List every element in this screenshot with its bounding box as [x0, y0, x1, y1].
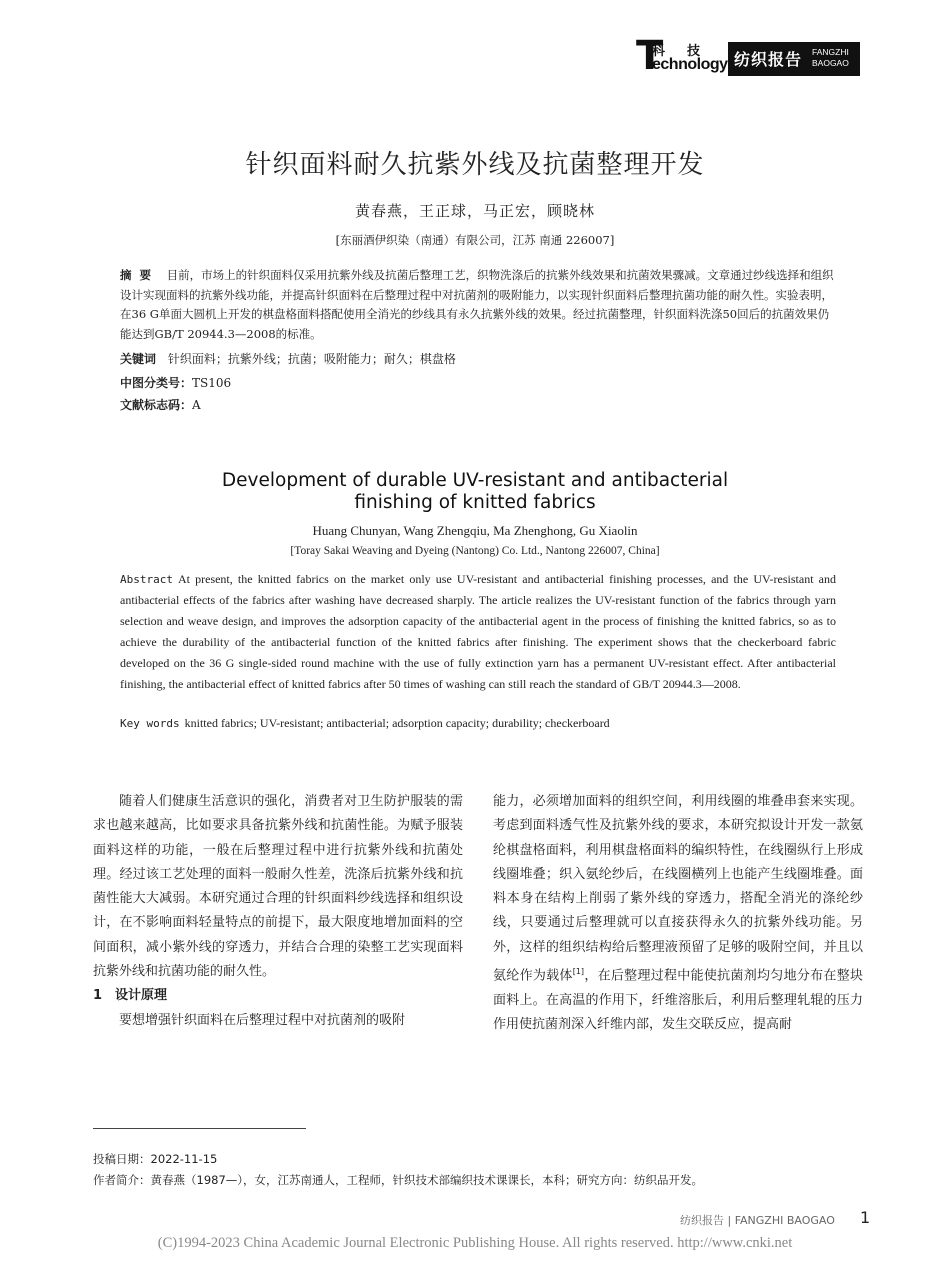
- affiliation: [东丽酒伊织染（南通）有限公司，江苏 南通 226007]: [335, 233, 615, 247]
- copyright-notice: (C)1994-2023 China Academic Journal Electronic Publishing House. All rights reserved. http://www.cnki.net: [157, 1235, 793, 1251]
- clc-number: [120, 374, 231, 391]
- clc-value: TS106: [192, 376, 232, 390]
- received-label: 投稿日期：: [93, 1152, 151, 1166]
- received-date: [93, 1151, 217, 1167]
- body-paragraph: 要想增强针织面料在后整理过程中对抗菌剂的吸附: [119, 1012, 406, 1028]
- section-heading: 1 设计原理: [93, 988, 168, 1004]
- journal-badge: [728, 42, 860, 76]
- badge-en-1: FANGZHI: [812, 47, 849, 57]
- author-bio: [93, 1172, 703, 1188]
- badge-en-2: BAOGAO: [812, 58, 849, 68]
- keywords-cn-text: 针织面料；抗紫外线；抗菌；吸附能力；耐久；棋盘格: [167, 352, 456, 366]
- clc-label: 中图分类号：: [120, 376, 193, 390]
- body-text: 能力，必须增加面料的组织空间，利用线圈的堆叠串套来实现。考虑到面料透气性及抗紫外线的要求，本研究拟设计开发一款氨纶棋盘格面料，利用棋盘格面料的编织特性，在线圈纵行上形成线圈堆叠；织入氨纶纱后，在线圈横列上也能产生线圈堆叠。面料本身在结构上削弱了紫外线的穿透力，搭配全消光的涤纶纱线，只要通过后整理就可以直接获得永久的抗紫外线功能。另外，这样的组织结构给后整理液预留了足够的吸附空间，并且以氨纶作为载体: [493, 794, 863, 984]
- badge-cn: 纺织报告: [734, 50, 803, 69]
- body-column-left: [93, 790, 463, 1033]
- keywords-en-label: Key words: [120, 717, 180, 730]
- authors: 黄春燕，王正球，马正宏，顾晓林: [354, 202, 595, 220]
- keywords-en: [120, 716, 836, 731]
- footnote-divider: [93, 1128, 306, 1129]
- keywords-cn: [120, 350, 456, 367]
- body-column-right: [493, 790, 863, 1037]
- document-code: [120, 396, 201, 413]
- body-text: ，在后整理过程中能使抗菌剂均匀地分布在整块面料上。在高温的作用下，纤维溶胀后，利用后整理轧辊的压力作用使抗菌剂深入纤维内部，发生交联反应，提高耐: [493, 968, 863, 1032]
- abstract-cn: [120, 266, 840, 344]
- english-affiliation: [Toray Sakai Weaving and Dyeing (Nantong) Co. Ltd., Nantong 226007, China]: [290, 545, 660, 557]
- keywords-cn-label: 关键词: [120, 352, 157, 366]
- abstract-cn-text: 目前，市场上的针织面料仅采用抗紫外线及抗菌后整理工艺，织物洗涤后的抗紫外线效果和抗菌效果骤减。文章通过纱线选择和组织设计实现面料的抗紫外线功能，并提高针织面料在后整理过程中对抗菌剂的吸附能力，以实现针织面料后整理抗菌功能的耐久性。实验表明，在36 G单面大圆机上开发的棋盘格面料搭配使用全消光的纱线具有永久抗紫外线的效果。经过抗菌整理，针织面料洗涤50回后的抗菌效果仍能达到GB/T 20944.3—2008的标准。: [120, 268, 834, 341]
- received-value: 2022-11-15: [150, 1152, 218, 1166]
- author-bio-value: 黄春燕（1987—），女，江苏南通人，工程师，针织技术部编织技术课课长，本科；研究方向：纺织品开发。: [150, 1173, 704, 1187]
- abstract-en: [120, 569, 836, 695]
- english-authors: Huang Chunyan, Wang Zhengqiu, Ma Zhenghong, Gu Xiaolin: [312, 523, 638, 538]
- logo-cn-small: 科技: [652, 44, 723, 59]
- english-title: [0, 470, 950, 514]
- keywords-en-text: knitted fabrics; UV-resistant; antibacterial; adsorption capacity; durability; checkerboard: [184, 716, 610, 730]
- body-paragraph: [493, 790, 863, 1037]
- author-bio-label: 作者简介：: [93, 1173, 151, 1187]
- doc-code-label: 文献标志码：: [120, 398, 193, 412]
- english-title-line-2: finishing of knitted fabrics: [354, 492, 596, 513]
- doc-code-value: A: [192, 398, 201, 412]
- abstract-cn-label: 摘要: [120, 268, 159, 282]
- abstract-en-label: Abstract: [120, 573, 173, 586]
- abstract-en-text: At present, the knitted fabrics on the market only use UV-resistant and antibacterial finishing processes, and the UV-resistant and antibacterial effects of the fabrics after washing have decreased sharply. The article realizes the UV-resistant function of the fabrics through yarn selection and weave design, and improves the adsorption capacity of the antibacterial agent in the process of finishing the knitted fabrics, so as to achieve the durability of the antibacterial function of the knitted fabrics after finishing. The experiment shows that the checkerboard fabric developed on the 36 G single-sided round machine with the use of fully extinction yarn has a permanent UV-resistant effect. After antibacterial finishing, the antibacterial effect of knitted fabrics after 50 times of washing can still reach the standard of GB/T 20944.3—2008.: [120, 572, 836, 691]
- page-number: 1: [860, 1208, 871, 1227]
- page-title: 针织面料耐久抗紫外线及抗菌整理开发: [245, 150, 705, 180]
- logo-technology: echnology: [652, 56, 728, 73]
- badge-en: [812, 47, 849, 69]
- journal-logo: [636, 33, 860, 80]
- body-paragraph: 随着人们健康生活意识的强化，消费者对卫生防护服装的需求也越来越高，比如要求具备抗紫外线和抗菌性能。为赋予服装面料这样的功能，一般在后整理过程中进行抗紫外线和抗菌处理。经过该工艺处理的面料一般耐久性差，洗涤后抗紫外线和抗菌性能大大减弱。本研究通过合理的针织面料纱线选择和组织设计，在不影响面料轻量特点的前提下，最大限度地增加面料的空间面积，减小紫外线的穿透力，并结合合理的染整工艺实现面料抗紫外线和抗菌功能的耐久性。: [93, 794, 463, 980]
- logo-t-letter: T: [636, 33, 664, 79]
- reference-mark[interactable]: [1]: [572, 967, 585, 977]
- journal-footer: 纺织报告 | FANGZHI BAOGAO: [680, 1214, 835, 1227]
- english-title-line-1: Development of durable UV-resistant and antibacterial: [221, 470, 729, 491]
